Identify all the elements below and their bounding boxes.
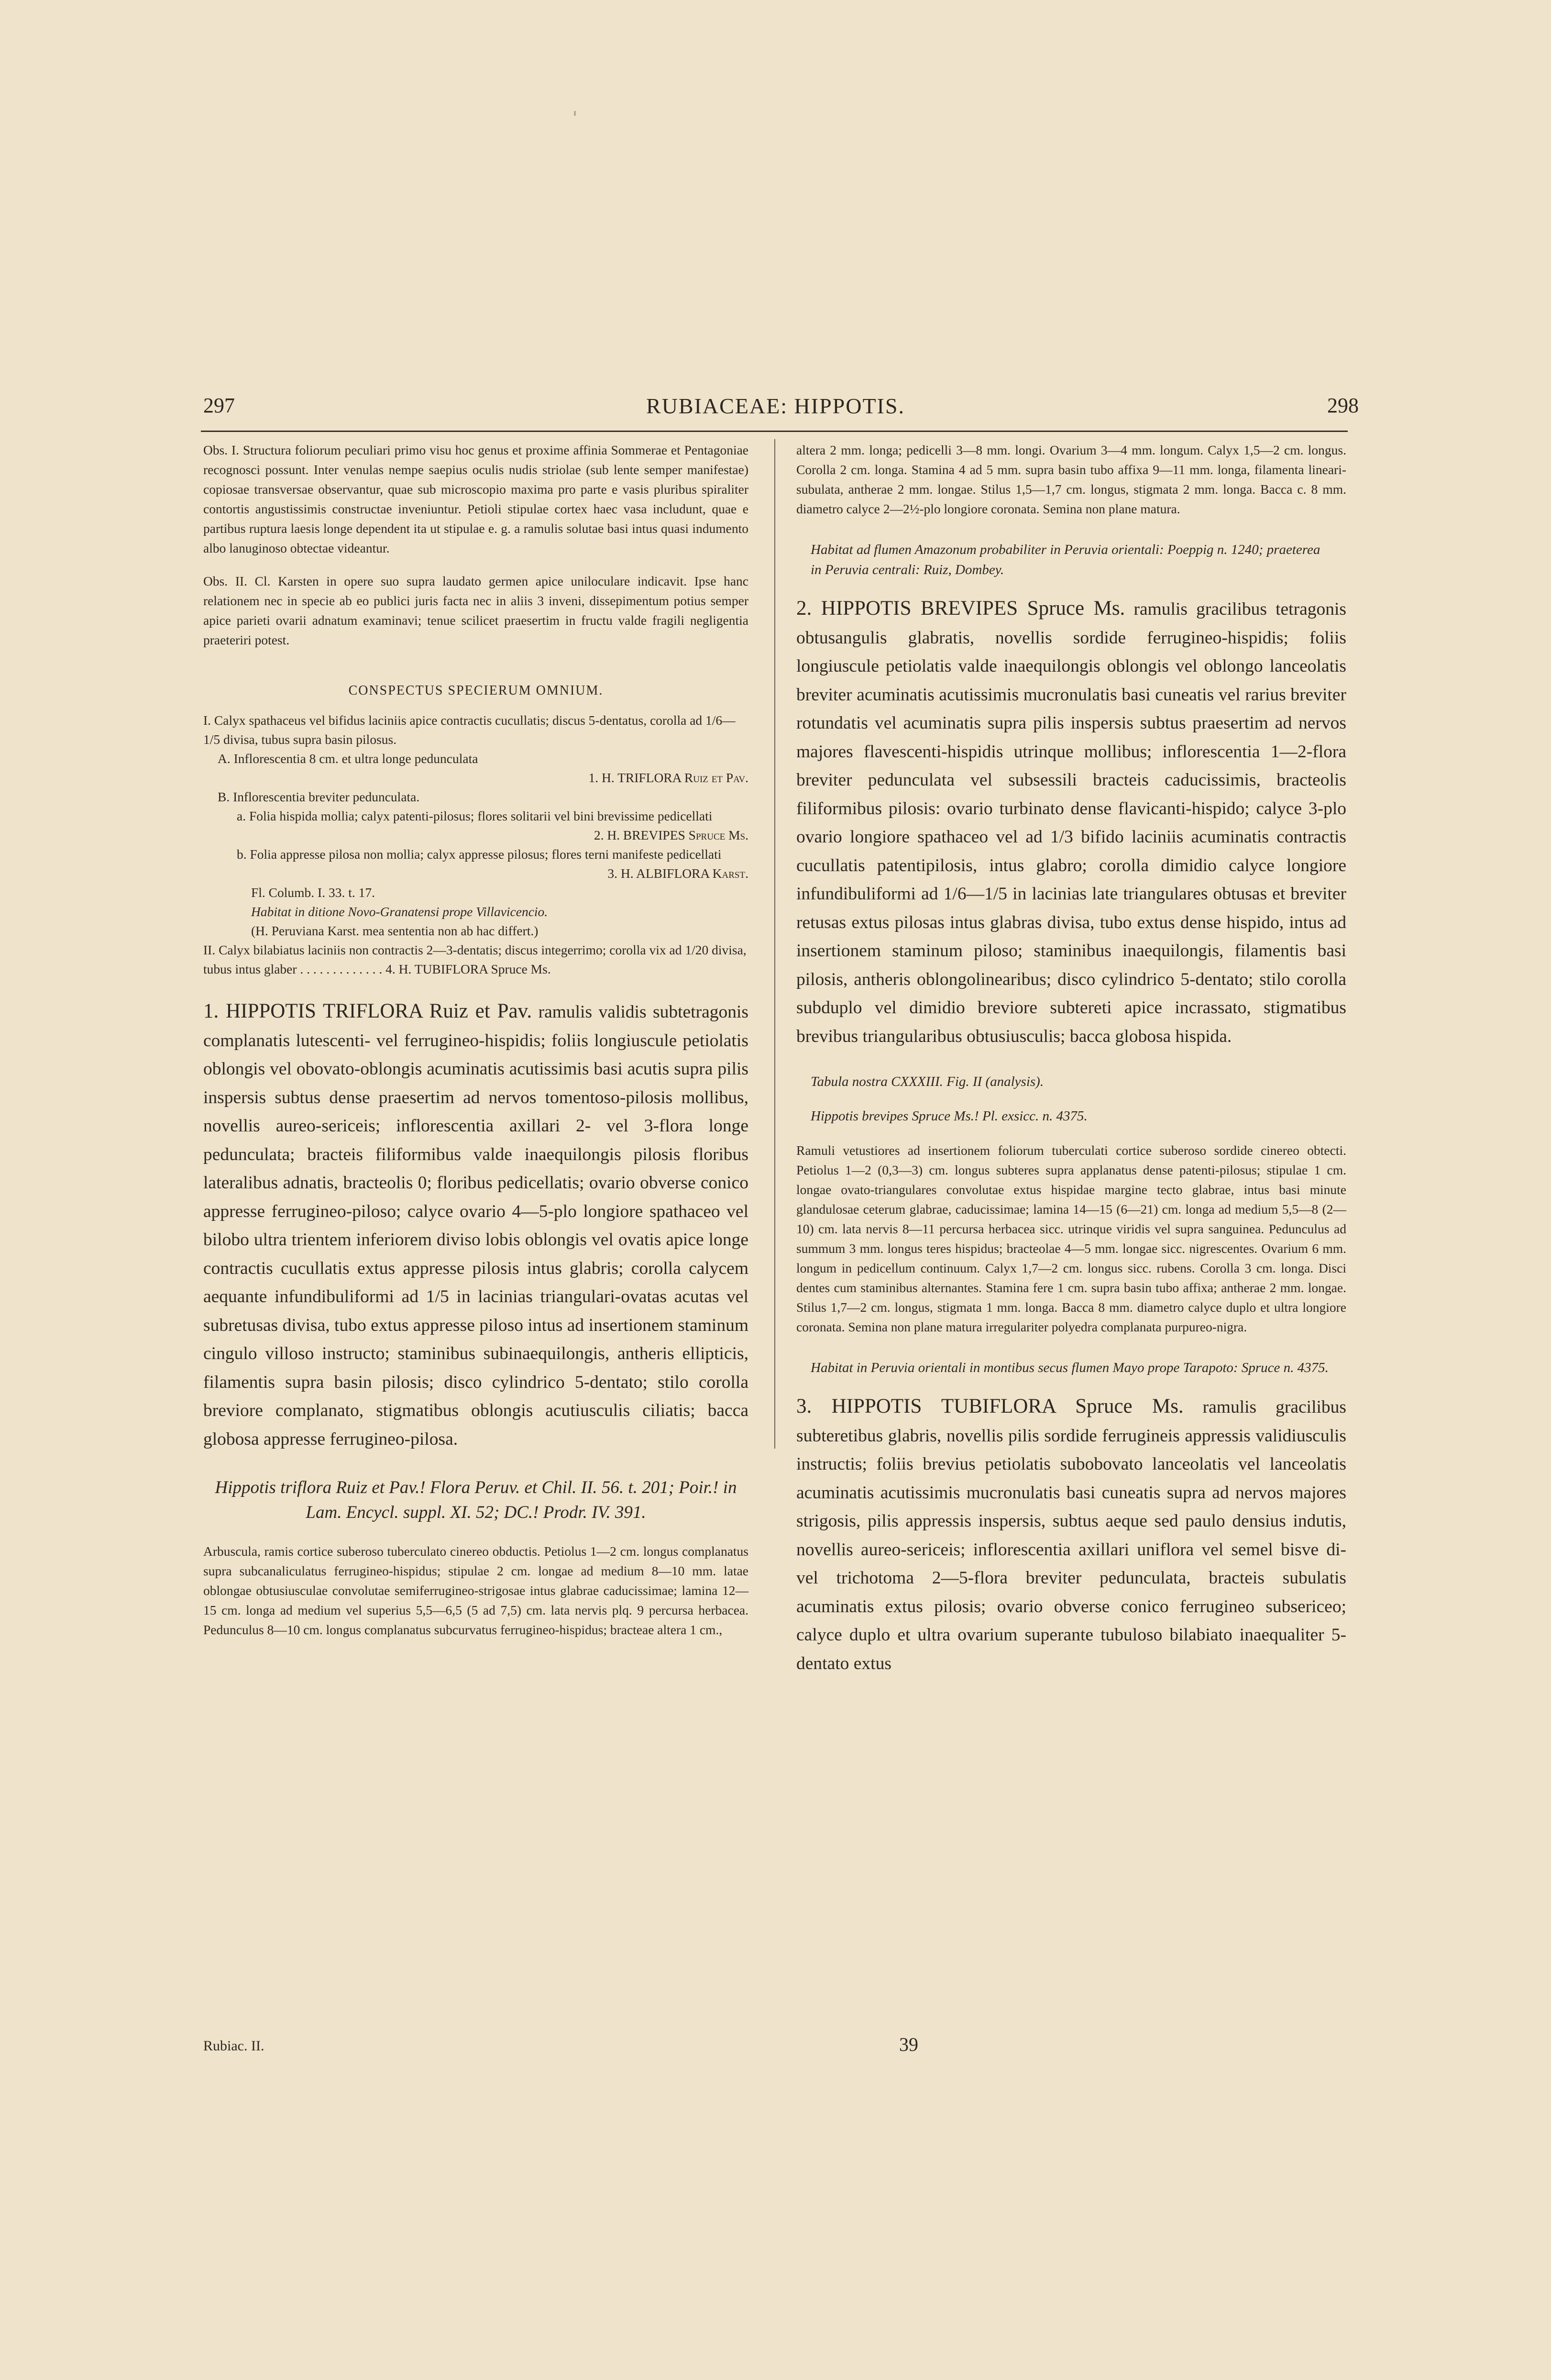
key-line: II. Calyx bilabiatus laciniis non contractis 2—3-dentatis; discus integerrimo; corolla vix ad 1/20 divisa, tubus intus glaber . . . . . . . . . . . . . 4. H. TUBIFLORA Spruce Ms. xyxy=(203,942,747,976)
right-column xyxy=(796,440,1346,1678)
species-2-habitat: Habitat in Peruvia orientali in montibus secus flumen Mayo prope Tarapoto: Spruce n. 4375. xyxy=(811,1360,1329,1375)
key-line: B. Inflorescentia breviter pedunculata. xyxy=(218,789,420,804)
header-rule xyxy=(201,431,1348,432)
species-1-habitat: Habitat ad flumen Amazonum probabiliter in Peruvia orientali: Poeppig n. 1240; praeterea in Peruvia centrali: Ruiz, Dombey. xyxy=(811,542,1320,577)
key-line: A. Inflorescentia 8 cm. et ultra longe pedunculata xyxy=(218,751,478,766)
species-2-diagnosis xyxy=(796,594,1346,1051)
species-1-diagnosis xyxy=(203,997,748,1453)
species-2-text: ramulis gracilibus tetragonis obtusangulis glabratis, novellis sordide ferrugineo-hispidis; foliis longiuscule petiolatis valde inaequilongis oblongis vel oblongo lanceolatis breviter acuminatis acutissimis mucronulatis basi cuneatis vel rarius breviter rotundatis vel acuminatis supra pilis inspersis subtus praesertim ad nervos majores flavescenti-hispidis utrinque mollibus; inflorescentia 1—2-flora breviter pedunculata vel subsessili bracteis caducissimis, bracteolis filiformibus pilosis: ovario turbinato dense flavicanti-hispido; calyce 3-plo ovario longiore spathaceo vel ad 1/3 bifido laciniis acuminatis contractis cucullatis patentipilosis, intus glabro; corolla dimidio calyce longiore infundibuliformi ad 1/6—1/5 in lacinias late triangulares obtusas et breviter retusas extus pilosas intus glabras divisa, tubo extus dense hispido, intus ad insertionem staminum piloso; staminibus inaequilongis, filamentis basi pilosis, antheris oblongolinearibus; disco cylindrico 5-dentato; stilo corolla subduplo vel dimidio breviore subtereti apice incrassato, stigmatibus brevibus triangularibus obtusiusculis; bacca globosa hispida. xyxy=(796,599,1346,1046)
species-2-heading: 2. HIPPOTIS BREVIPES Spruce Ms. xyxy=(796,597,1125,620)
key-line: a. Folia hispida mollia; calyx patenti-pilosus; flores solitarii vel bini brevissime pedicellati xyxy=(237,808,713,823)
key-line: (H. Peruviana Karst. mea sententia non ab hac differt.) xyxy=(251,923,539,938)
species-2-description: Ramuli vetustiores ad insertionem foliorum tuberculati cortice suberoso sordide cinereo obtecti. Petiolus 1—2 (0,3—3) cm. longus subteres supra applanatus dense patenti-pilosus; stipulae 1 cm. longae ovato-triangulares convolutae extus hispidae margine tecto glabrae, intus basi minute glandulosae ceterum glabrae, caducissimae; lamina 14—15 (6—21) cm. longa ad medium 5,5—8 (2—10) cm. lata nervis 8—11 percursa herbacea sicc. utrinque viridis vel supra sanguinea. Pedunculus ad summum 3 mm. longus teres hispidus; bracteolae 4—5 mm. longae sicc. nigrescentes. Ovarium 6 mm. longum in pedicellum continuum. Calyx 1,7—2 cm. longus sicc. rubens. Corolla 3 cm. longa. Disci dentes cum staminibus alternantes. Stamina fere 1 cm. supra basin tubo affixa; antherae 2 mm. longae. Stilus 1,7—2 cm. longus, stigmata 1 mm. longa. Bacca 8 mm. diametro calyce duplo et ultra longiore coronata. Semina non plane matura irregulariter polyedra complanata purpureo-nigra. xyxy=(796,1143,1346,1334)
observation-1: Obs. I. Structura foliorum peculiari primo visu hoc genus et proxime affinia Sommerae et Pentagoniae recognosci possunt. Inter venulas nempe saepius oculis nudis striolae (sub lente semper manifestae) copiosae transversae observantur, quae sub microscopio maxima pro parte e vasis pluribus spiraliter contortis angustissimis constructae inveniuntur. Petioli stipulae cortex haec vasa includunt, quae e partibus ruptura laesis longe dependent ita ut stipulae e. g. a ramulis solutae basi intus quasi indumento albo lanuginoso obtectae videantur. xyxy=(203,443,748,555)
conspectus-title: CONSPECTUS SPECIERUM OMNIUM. xyxy=(348,683,604,698)
key-result: 3. H. ALBIFLORA Karst. xyxy=(607,866,748,881)
species-1-citation: Hippotis triflora Ruiz et Pav.! Flora Peruv. et Chil. II. 56. t. 201; Poir.! in Lam. Encycl. suppl. XI. 52; DC.! Prodr. IV. 391. xyxy=(215,1478,737,1522)
key-result: 2. H. BREVIPES Spruce Ms. xyxy=(594,828,748,842)
page-number-right: 298 xyxy=(1327,394,1359,417)
key-line: Fl. Columb. I. 33. t. 17. xyxy=(251,885,375,900)
key-result: 1. H. TRIFLORA Ruiz et Pav. xyxy=(588,770,748,785)
footer-signature-label: Rubiac. II. xyxy=(203,2038,264,2054)
left-column xyxy=(203,440,748,1639)
species-1-heading: 1. HIPPOTIS TRIFLORA Ruiz et Pav. xyxy=(203,1000,532,1022)
species-3-text: ramulis gracilibus subteretibus glabris, novellis pilis sordide ferrugineis appressis validiusculis instructis; foliis brevius petiolatis subobovato lanceolatis vel lanceolatis acuminatis acutissimis mucronulatis basi cuneatis supra ad nervos majores strigosis, pilis appressis inspersis, subtus aeque sed paulo densius indutis, novellis aureo-sericeis; inflorescentia axillari uniflora vel semel bisve di- vel trichotoma 2—5-flora breviter pedunculata, bracteis subulatis acuminatis extus pilosis; ovario obverse conico ferrugineo subsericeo; calyce duplo et ultra ovarium superante tubuloso bilabiato inaequaliter 5-dentato extus xyxy=(796,1397,1347,1673)
printer-signature: 39 xyxy=(899,2034,918,2055)
species-3-heading: 3. HIPPOTIS TUBIFLORA Spruce Ms. xyxy=(796,1395,1184,1417)
species-1-text: ramulis validis subtetragonis complanatis lutescenti- vel ferrugineo-hispidis; foliis longiuscule petiolatis oblongis vel obovato-oblongis acuminatis acutissimis basi acutis supra pilis inspersis subtus dense praesertim ad nervos tomentoso-pilosis mollibus, novellis aureo-sericeis; inflorescentia axillari 2- vel 3-flora longe pedunculata; bracteis filiformibus valde inaequilongis pilosis floribus lateralibus adnatis, bracteolis 0; floribus pedicellatis; ovario obverse conico appresse ferrugineo-piloso; calyce ovario 4—5-plo longiore spathaceo vel bilobo ultra trientem inferiorem diviso lobis oblongis vel ovatis apice longe contractis cucullatis extus appresse pilosis intus glabris; corolla calycem aequante infundibuliformi ad 1/5 in lacinias triangulari-ovatas acutas vel subretusas divisa, tubo extus appresse piloso intus ad insertionem staminum cingulo villoso instructo; staminibus subinaequilongis, antheris ellipticis, filamentis supra basin pilosis; disco cylindrico 5-dentato; stilo corolla breviore complanato, stigmatibus oblongis acutiusculis ciliatis; bacca globosa appresse ferrugineo-pilosa. xyxy=(203,1002,748,1449)
species-3-diagnosis xyxy=(796,1392,1346,1678)
species-1-description: Arbuscula, ramis cortice suberoso tuberculato cinereo obductis. Petiolus 1—2 cm. longus complanatus supra subcanaliculatus ferrugineo-hispidus; stipulae 2 cm. longae ad medium 8—10 mm. latae oblongae obtusiusculae convolutae semiferrugineo-strigosae intus glabrae caducissimae; lamina 12—15 cm. longa ad medium vel superius 5,5—6,5 (5 ad 7,5) cm. lata nervis plq. 9 percursa herbacea. Pedunculus 8—10 cm. longus complanatus subcurvatus ferrugineo-hispidus; bracteae altera 1 cm., xyxy=(203,1544,748,1637)
key-line xyxy=(203,826,748,845)
column-divider xyxy=(774,439,775,1449)
key-line: Habitat in ditione Novo-Granatensi prope Villavicencio. xyxy=(251,904,548,919)
observation-2: Obs. II. Cl. Karsten in opere suo supra laudato germen apice uniloculare indicavit. Ipse hanc relationem nec in specie ab eo publici juris facta nec in aliis 3 inveni, dissepimentum potius semper apice parieti ovarii adnatum examinavi; tenue scilicet praesertim in fructu valde fragili negligentia praeteriri potest. xyxy=(203,574,748,647)
running-title: RUBIACEAE: HIPPOTIS. xyxy=(646,394,905,418)
key-line xyxy=(203,768,748,787)
species-key xyxy=(203,711,748,979)
species-1-description-cont: altera 2 mm. longa; pedicelli 3—8 mm. longi. Ovarium 3—4 mm. longum. Calyx 1,5—2 cm. longus. Corolla 2 cm. longa. Stamina 4 ad 5 mm. supra basin tubo affixa 9—11 mm. longa, filamenta lineari-subulata, antherae 2 mm. longae. Stilus 1,5—1,7 cm. longus, stigmata 2 mm. longa. Bacca c. 8 mm. diametro calyce 2—2½-plo longiore coronata. Semina non plane matura. xyxy=(796,443,1346,516)
page-number-left: 297 xyxy=(203,394,235,417)
key-line xyxy=(203,864,748,883)
species-2-exsiccata: Hippotis brevipes Spruce Ms.! Pl. exsicc. n. 4375. xyxy=(811,1108,1088,1124)
species-2-tabula: Tabula nostra CXXXIII. Fig. II (analysis). xyxy=(811,1074,1044,1089)
key-line: I. Calyx spathaceus vel bifidus laciniis apice contractis cucullatis; discus 5-dentatus, corolla ad 1/6—1/5 divisa, tubus supra basin pilosus. xyxy=(203,713,736,747)
page-header xyxy=(0,393,1551,422)
key-line: b. Folia appresse pilosa non mollia; calyx appresse pilosus; flores terni manifeste pedicellati xyxy=(237,847,722,862)
paper-speck xyxy=(574,111,576,116)
